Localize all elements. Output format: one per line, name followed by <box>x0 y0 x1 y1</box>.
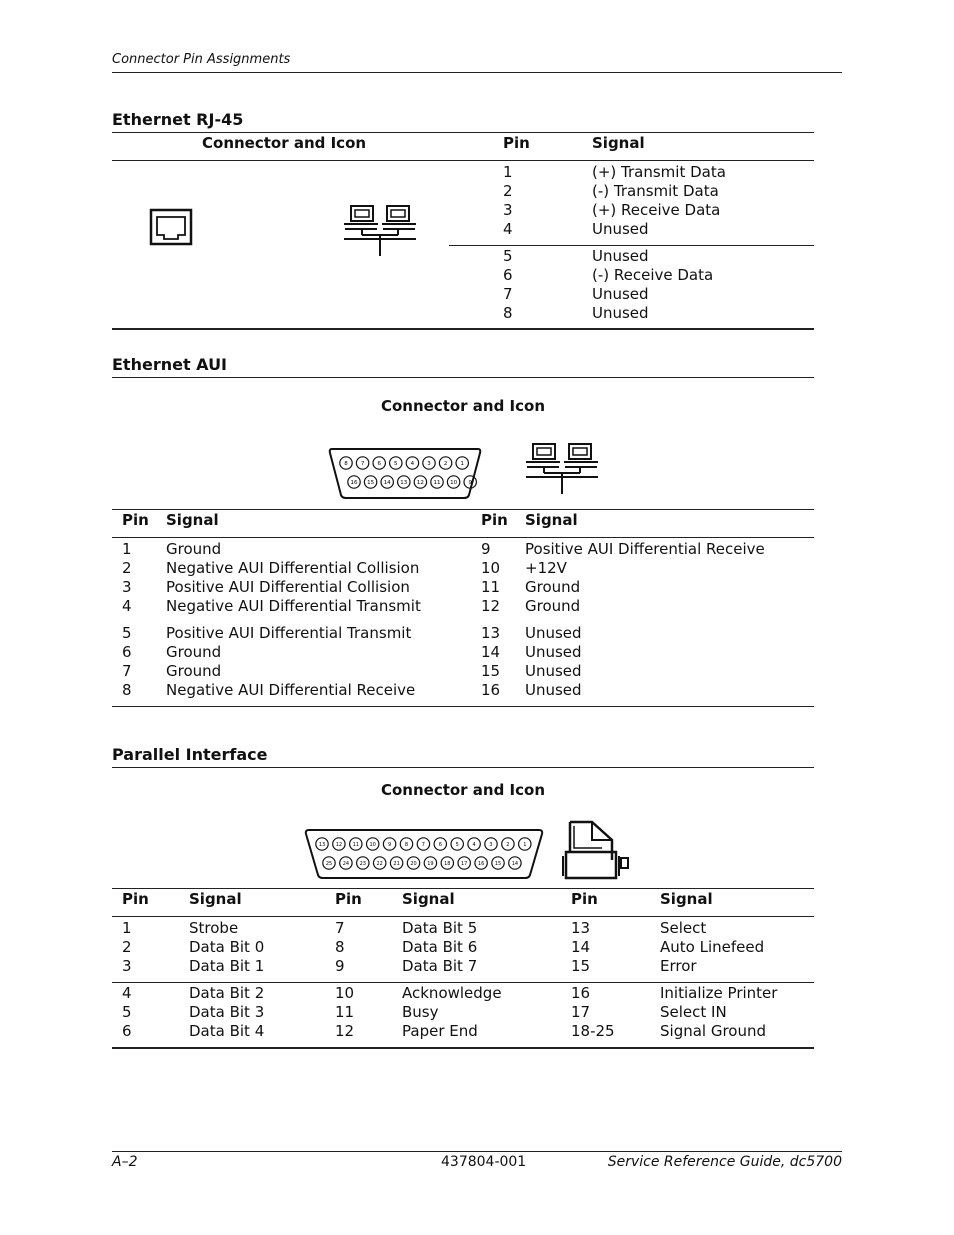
running-header: Connector Pin Assignments <box>112 52 291 67</box>
parallel-col-signal-3: Signal <box>660 890 713 908</box>
pin-number: 8 <box>335 938 345 956</box>
aui-left1-pins <box>122 540 132 616</box>
pin-number: 7 <box>122 662 132 680</box>
parallel-pin-label: 4 <box>472 841 476 848</box>
parallel-col-pin-3: Pin <box>571 890 598 908</box>
parallel-pin-label: 14 <box>511 860 519 867</box>
parallel-pin-label: 7 <box>421 841 425 848</box>
pin-number: 6 <box>122 643 132 661</box>
aui-pin-label: 8 <box>344 460 348 467</box>
parallel-c3b-signals <box>660 984 777 1041</box>
aui-right2-pins <box>481 624 500 700</box>
aui-connector-label: Connector and Icon <box>380 397 546 415</box>
parallel-group-rule <box>112 982 814 983</box>
pin-number: 8 <box>122 681 132 699</box>
pin-number: 7 <box>335 919 345 937</box>
pin-number: 13 <box>481 624 501 642</box>
printer-icon <box>560 818 632 882</box>
signal-name: Ground <box>525 597 581 615</box>
aui-pin-label: 4 <box>410 460 415 467</box>
pin-number: 15 <box>571 957 591 975</box>
aui-pin-label: 6 <box>377 460 381 467</box>
aui-right2-signals <box>525 624 582 700</box>
signal-name: (+) Receive Data <box>592 201 721 219</box>
parallel-pin-label: 1 <box>523 841 527 848</box>
parallel-pin-label: 21 <box>393 860 400 867</box>
aui-pin-label: 11 <box>433 479 441 486</box>
aui-right1-signals <box>525 540 765 616</box>
signal-name: Ground <box>525 578 581 596</box>
signal-name: Auto Linefeed <box>660 938 765 956</box>
parallel-c3b-pins <box>571 984 615 1041</box>
footer-rule <box>112 1151 842 1152</box>
parallel-pin-label: 19 <box>427 860 434 867</box>
pin-number: 12 <box>481 597 501 615</box>
rj45-jack-icon <box>148 206 196 248</box>
pin-number: 11 <box>481 578 501 596</box>
section-title-rj45: Ethernet RJ-45 <box>112 110 244 129</box>
parallel-col-pin-1: Pin <box>122 890 149 908</box>
signal-name: Initialize Printer <box>660 984 778 1002</box>
aui-pin-label: 3 <box>427 460 431 467</box>
aui-bottom-rule <box>112 706 814 707</box>
signal-name: +12V <box>525 559 567 577</box>
signal-name: Unused <box>525 624 582 642</box>
header-rule <box>112 72 842 73</box>
aui-col-signal-right: Signal <box>525 511 578 529</box>
rj45-group-rule <box>449 245 814 246</box>
parallel-table-top-rule <box>112 888 814 889</box>
signal-name: Signal Ground <box>660 1022 767 1040</box>
parallel-c1a-signals <box>189 919 264 976</box>
parallel-c1b-signals <box>189 984 264 1041</box>
pin-number: 2 <box>122 938 132 956</box>
signal-name: Error <box>660 957 697 975</box>
pin-number: 5 <box>122 1003 132 1021</box>
signal-name: Unused <box>525 681 582 699</box>
pin-number: 5 <box>503 247 513 265</box>
pin-number: 14 <box>481 643 501 661</box>
footer-doc-number: 437804-001 <box>441 1154 527 1170</box>
parallel-pin-label: 3 <box>489 841 493 848</box>
parallel-pin-label: 6 <box>438 841 442 848</box>
parallel-pin-label: 24 <box>342 860 350 867</box>
pin-number: 4 <box>503 220 513 238</box>
parallel-c2b-signals <box>402 984 502 1041</box>
signal-name: Strobe <box>189 919 239 937</box>
pin-number: 2 <box>122 559 132 577</box>
parallel-pin-label: 15 <box>494 860 502 867</box>
rj45-col-pin: Pin <box>503 134 530 152</box>
parallel-c3a-signals <box>660 919 764 976</box>
rj45-pins-1-4 <box>503 163 513 239</box>
signal-name: Positive AUI Differential Collision <box>166 578 410 596</box>
rj45-col-signal: Signal <box>592 134 645 152</box>
rj45-col-connector: Connector and Icon <box>202 134 367 152</box>
pin-number: 5 <box>122 624 132 642</box>
signal-name: Acknowledge <box>402 984 502 1002</box>
signal-name: Ground <box>166 540 222 558</box>
parallel-pin-label: 11 <box>352 841 359 848</box>
aui-header-rule <box>112 537 814 538</box>
parallel-pin-label: 23 <box>359 860 366 867</box>
aui-pin-label: 12 <box>416 479 424 486</box>
signal-name: Unused <box>525 643 582 661</box>
parallel-col-pin-2: Pin <box>335 890 362 908</box>
aui-pin-label: 13 <box>400 479 408 486</box>
signal-name: Negative AUI Differential Collision <box>166 559 420 577</box>
pin-number: 3 <box>503 201 513 219</box>
pin-number: 16 <box>481 681 501 699</box>
rj45-top-rule <box>112 132 814 133</box>
signal-name: Select IN <box>660 1003 727 1021</box>
signal-name: Data Bit 1 <box>189 957 265 975</box>
pin-number: 16 <box>571 984 591 1002</box>
aui-pin-label: 7 <box>360 460 365 467</box>
signal-name: Unused <box>592 247 649 265</box>
signal-name: Data Bit 2 <box>189 984 265 1002</box>
pin-number: 1 <box>122 540 132 558</box>
parallel-connector-label: Connector and Icon <box>380 781 546 799</box>
rj45-signals-5-8 <box>592 247 713 323</box>
parallel-pin-label: 25 <box>325 860 333 867</box>
signal-name: Data Bit 5 <box>402 919 478 937</box>
parallel-pin-label: 9 <box>388 841 392 848</box>
rj45-signals-1-4 <box>592 163 726 239</box>
signal-name: Data Bit 6 <box>402 938 478 956</box>
parallel-pin-label: 13 <box>318 841 326 848</box>
signal-name: Ground <box>166 643 222 661</box>
signal-name: Data Bit 4 <box>189 1022 265 1040</box>
parallel-c2a-signals <box>402 919 477 976</box>
signal-name: Select <box>660 919 707 937</box>
parallel-pin-label: 16 <box>477 860 485 867</box>
parallel-col-signal-1: Signal <box>189 890 242 908</box>
parallel-bottom-rule <box>112 1047 814 1049</box>
parallel-c1a-pins <box>122 919 132 976</box>
pin-number: 10 <box>335 984 355 1002</box>
aui-pin-label: 15 <box>367 479 375 486</box>
signal-name: (-) Receive Data <box>592 266 714 284</box>
signal-name: Data Bit 7 <box>402 957 478 975</box>
parallel-c1b-pins <box>122 984 132 1041</box>
signal-name: Unused <box>592 220 649 238</box>
signal-name: Ground <box>166 662 222 680</box>
pin-number: 14 <box>571 938 591 956</box>
parallel-pin-label: 2 <box>506 841 510 848</box>
parallel-col-signal-2: Signal <box>402 890 455 908</box>
pin-number: 1 <box>503 163 513 181</box>
parallel-pin-label: 20 <box>410 860 417 867</box>
pin-number: 12 <box>335 1022 355 1040</box>
aui-left2-pins <box>122 624 132 700</box>
aui-pin-label: 2 <box>443 460 448 467</box>
pin-number: 15 <box>481 662 501 680</box>
pin-number: 4 <box>122 984 132 1002</box>
aui-pin-label: 14 <box>383 479 391 486</box>
parallel-pin-label: 10 <box>369 841 376 848</box>
parallel-connector-diagram <box>302 826 546 882</box>
pin-number: 10 <box>481 559 501 577</box>
aui-left2-signals <box>166 624 415 700</box>
section-title-aui: Ethernet AUI <box>112 355 228 374</box>
signal-name: Paper End <box>402 1022 478 1040</box>
aui-pin-label: 1 <box>460 460 464 467</box>
network-icon <box>340 202 420 260</box>
signal-name: Unused <box>592 285 649 303</box>
footer-guide-title: Service Reference Guide, dc5700 <box>607 1154 842 1170</box>
pin-number: 6 <box>503 266 513 284</box>
signal-name: (+) Transmit Data <box>592 163 726 181</box>
parallel-c2a-pins <box>335 919 345 976</box>
aui-table-top-rule <box>112 509 814 510</box>
parallel-header-rule <box>112 916 814 917</box>
pin-number: 13 <box>571 919 591 937</box>
pin-number: 1 <box>122 919 132 937</box>
pin-number: 17 <box>571 1003 591 1021</box>
aui-connector-diagram <box>326 444 484 502</box>
pin-number: 3 <box>122 957 132 975</box>
signal-name: (-) Transmit Data <box>592 182 719 200</box>
parallel-c2b-pins <box>335 984 354 1041</box>
signal-name: Busy <box>402 1003 439 1021</box>
pin-number: 6 <box>122 1022 132 1040</box>
signal-name: Data Bit 0 <box>189 938 265 956</box>
pin-number: 8 <box>503 304 513 322</box>
rj45-pins-5-8 <box>503 247 513 323</box>
parallel-pin-label: 8 <box>404 841 409 848</box>
pin-number: 4 <box>122 597 132 615</box>
aui-pin-label: 16 <box>350 479 358 486</box>
parallel-pin-label: 5 <box>455 841 459 848</box>
signal-name: Negative AUI Differential Receive <box>166 681 416 699</box>
pin-number: 3 <box>122 578 132 596</box>
pin-number: 9 <box>481 540 491 558</box>
parallel-c3a-pins <box>571 919 590 976</box>
rj45-header-rule <box>112 160 814 161</box>
pin-number: 18-25 <box>571 1022 615 1040</box>
pin-number: 7 <box>503 285 513 303</box>
aui-pin-label: 10 <box>450 479 458 486</box>
aui-network-icon <box>522 440 602 498</box>
footer-page: A–2 <box>112 1154 138 1170</box>
aui-col-signal-left: Signal <box>166 511 219 529</box>
signal-name: Negative AUI Differential Transmit <box>166 597 421 615</box>
signal-name: Unused <box>525 662 582 680</box>
aui-col-pin-right: Pin <box>481 511 508 529</box>
signal-name: Unused <box>592 304 649 322</box>
aui-title-rule <box>112 377 814 378</box>
parallel-pin-label: 17 <box>461 860 468 867</box>
aui-col-pin-left: Pin <box>122 511 149 529</box>
aui-pin-label: 9 <box>468 479 472 486</box>
parallel-pin-label: 18 <box>444 860 451 867</box>
aui-pin-label: 5 <box>394 460 398 467</box>
section-title-parallel: Parallel Interface <box>112 745 268 764</box>
pin-number: 9 <box>335 957 345 975</box>
parallel-pin-label: 22 <box>376 860 383 867</box>
pin-number: 2 <box>503 182 513 200</box>
parallel-pin-label: 12 <box>335 841 343 848</box>
signal-name: Data Bit 3 <box>189 1003 265 1021</box>
signal-name: Positive AUI Differential Transmit <box>166 624 412 642</box>
parallel-title-rule <box>112 767 814 768</box>
aui-right1-pins <box>481 540 500 616</box>
rj45-bottom-rule <box>112 328 814 330</box>
pin-number: 11 <box>335 1003 355 1021</box>
signal-name: Positive AUI Differential Receive <box>525 540 765 558</box>
aui-left1-signals <box>166 540 421 616</box>
